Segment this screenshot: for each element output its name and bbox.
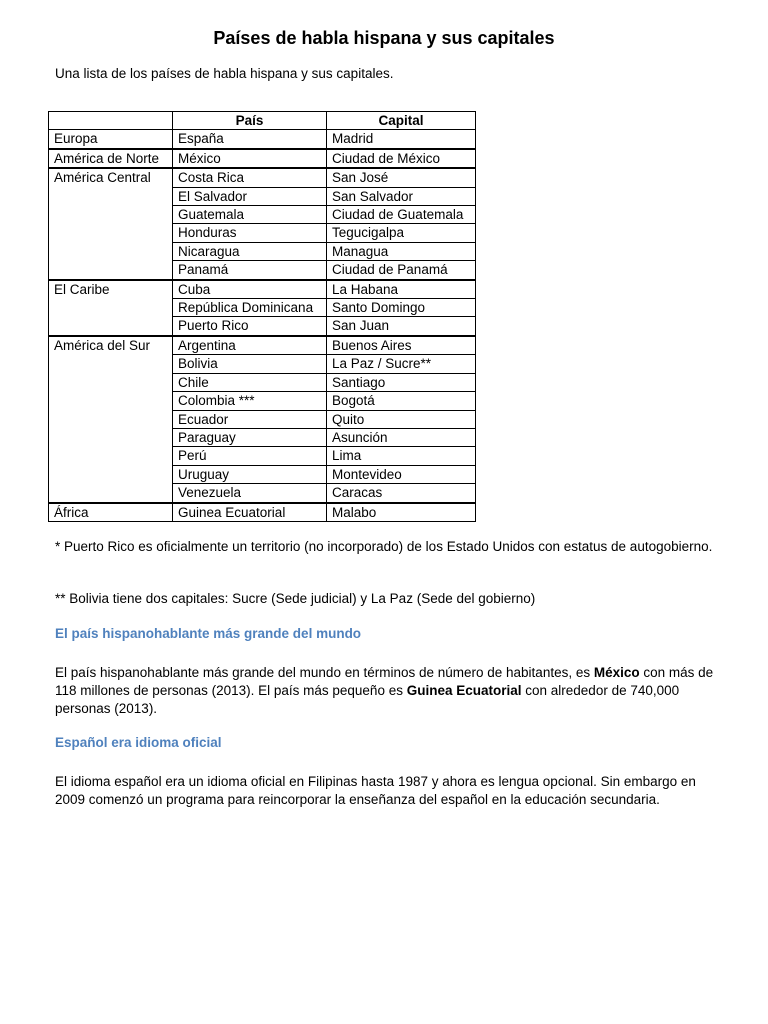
capital-cell: Managua bbox=[327, 242, 476, 260]
table-body bbox=[49, 130, 476, 522]
region-cell: América del Sur bbox=[49, 336, 173, 503]
country-cell: República Dominicana bbox=[173, 299, 327, 317]
table-row bbox=[49, 280, 476, 299]
capital-cell: Ciudad de Panamá bbox=[327, 261, 476, 280]
capital-cell: Santiago bbox=[327, 373, 476, 391]
table-row bbox=[49, 336, 476, 355]
table-row bbox=[49, 130, 476, 149]
capital-cell: Montevideo bbox=[327, 465, 476, 483]
country-cell: Cuba bbox=[173, 280, 327, 299]
capital-cell: Lima bbox=[327, 447, 476, 465]
region-cell: América Central bbox=[49, 168, 173, 279]
page-title: Países de habla hispana y sus capitales bbox=[213, 28, 555, 48]
country-cell: España bbox=[173, 130, 327, 149]
bold-guinea: Guinea Ecuatorial bbox=[406, 683, 522, 698]
country-cell: Puerto Rico bbox=[173, 317, 327, 336]
capital-cell: Ciudad de Guatemala bbox=[327, 206, 476, 224]
header-capital: Capital bbox=[327, 112, 476, 130]
capital-cell: Ciudad de México bbox=[327, 149, 476, 168]
region-cell: África bbox=[49, 503, 173, 522]
capital-cell: Malabo bbox=[327, 503, 476, 522]
paragraph-largest-part-c: con alrededor de 740,000 personas (2013). bbox=[55, 683, 680, 716]
country-cell: Panamá bbox=[173, 261, 327, 280]
country-cell: Colombia *** bbox=[173, 392, 327, 410]
capital-cell: La Paz / Sucre** bbox=[327, 355, 476, 373]
country-cell: Venezuela bbox=[173, 484, 327, 503]
country-cell: México bbox=[173, 149, 327, 168]
capital-cell: Madrid bbox=[327, 130, 476, 149]
country-cell: Honduras bbox=[173, 224, 327, 242]
section-heading-official: Español era idioma oficial bbox=[55, 735, 222, 750]
capital-cell: San Salvador bbox=[327, 187, 476, 205]
capital-cell: Caracas bbox=[327, 484, 476, 503]
intro-text: Una lista de los países de habla hispana y sus capitales. bbox=[55, 66, 394, 81]
bold-mexico: México bbox=[593, 665, 640, 680]
region-cell: América de Norte bbox=[49, 149, 173, 168]
country-cell: El Salvador bbox=[173, 187, 327, 205]
table-row bbox=[49, 149, 476, 168]
capital-cell: Asunción bbox=[327, 428, 476, 446]
region-cell: Europa bbox=[49, 130, 173, 149]
paragraph-largest-part-a: El país hispanohablante más grande del mundo en términos de número de habitantes, es bbox=[55, 665, 594, 680]
country-cell: Nicaragua bbox=[173, 242, 327, 260]
country-cell: Guatemala bbox=[173, 206, 327, 224]
region-cell: El Caribe bbox=[49, 280, 173, 336]
capital-cell: San Juan bbox=[327, 317, 476, 336]
country-cell: Paraguay bbox=[173, 428, 327, 446]
country-cell: Argentina bbox=[173, 336, 327, 355]
countries-table bbox=[48, 111, 476, 522]
country-cell: Perú bbox=[173, 447, 327, 465]
country-cell: Bolivia bbox=[173, 355, 327, 373]
country-cell: Guinea Ecuatorial bbox=[173, 503, 327, 522]
capital-cell: San José bbox=[327, 168, 476, 187]
table-row bbox=[49, 168, 476, 187]
country-cell: Uruguay bbox=[173, 465, 327, 483]
capital-cell: Tegucigalpa bbox=[327, 224, 476, 242]
paragraph-official: El idioma español era un idioma oficial en Filipinas hasta 1987 y ahora es lengua opcional. Sin embargo en 2009 comenzó un programa para reincorporar la enseñanza del español en la educación secundaria. bbox=[55, 774, 696, 807]
table-row bbox=[49, 503, 476, 522]
country-cell: Costa Rica bbox=[173, 168, 327, 187]
country-cell: Chile bbox=[173, 373, 327, 391]
header-region bbox=[49, 112, 173, 130]
country-cell: Ecuador bbox=[173, 410, 327, 428]
capital-cell: Bogotá bbox=[327, 392, 476, 410]
paragraph-largest-part-b: con más de 118 millones de personas (2013). El país más pequeño es bbox=[55, 665, 714, 698]
header-country: País bbox=[173, 112, 327, 130]
capital-cell: Buenos Aires bbox=[327, 336, 476, 355]
paragraph-largest bbox=[55, 664, 725, 718]
capital-cell: Santo Domingo bbox=[327, 299, 476, 317]
table-header-row bbox=[49, 112, 476, 130]
section-heading-largest: El país hispanohablante más grande del mundo bbox=[55, 626, 362, 641]
footnote-bolivia: ** Bolivia tiene dos capitales: Sucre (Sede judicial) y La Paz (Sede del gobierno) bbox=[55, 591, 536, 606]
capital-cell: La Habana bbox=[327, 280, 476, 299]
capital-cell: Quito bbox=[327, 410, 476, 428]
footnote-puerto-rico: * Puerto Rico es oficialmente un territorio (no incorporado) de los Estado Unidos con estatus de autogobierno. bbox=[55, 539, 713, 554]
